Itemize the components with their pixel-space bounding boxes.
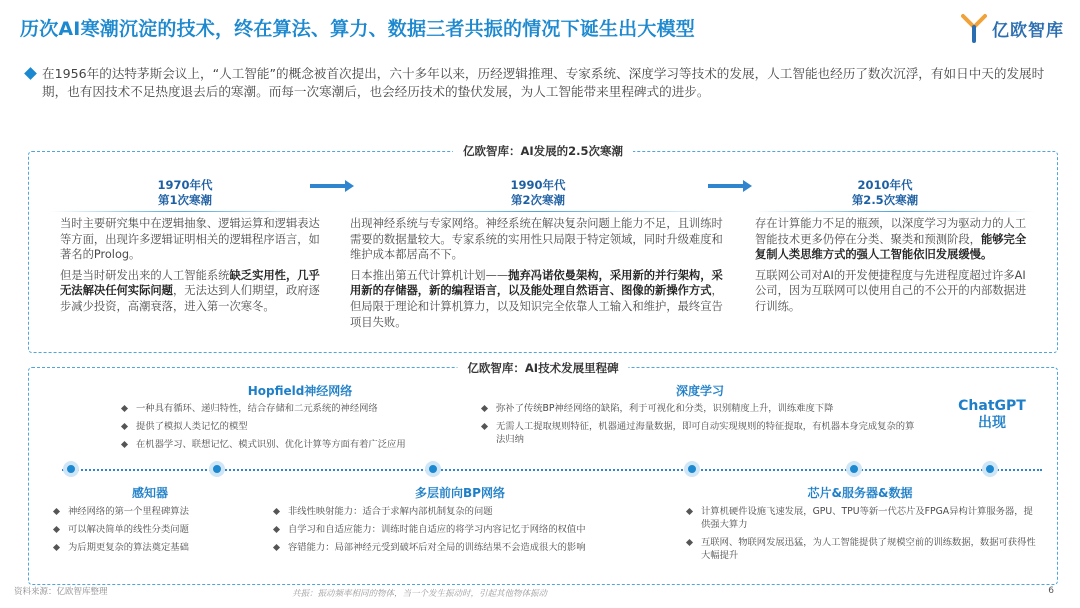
arrow-right-icon (310, 184, 346, 188)
milestone-deep-learning-title: 深度学习 (675, 384, 724, 398)
milestone-bullet-item: 在机器学习、联想记忆、模式识别、优化计算等方面有着广泛应用 (118, 438, 478, 451)
milestone-bp-network-title: 多层前向BP网络 (415, 486, 505, 500)
era-2-year: 1990年代 (510, 178, 566, 192)
era-paragraph: 出现神经系统与专家网络。神经系统在解决复杂问题上能力不足，且训练时需要的数据量较大。专家系统的实用性只局限于特定领域，同时升级难度和维护成本都居高不下。 (350, 217, 723, 262)
era-3-divider (755, 211, 1035, 212)
timeline-dot (684, 461, 700, 477)
era-paragraph: 但是当时研发出来的人工智能系统缺乏实用性，几乎无法解决任何实际问题，无法达到人们期望，政府逐步减少投资，高潮衰落，进入第一次寒冬。 (60, 268, 320, 313)
milestone-bullet-item: 互联网、物联网发展迅猛，为人工智能提供了规模空前的训练数据，数据可获得性大幅提升 (683, 536, 1041, 562)
ai-winters-title: 亿欧智库：AI发展的2.5次寒潮 (453, 143, 633, 159)
era-paragraph: 互联网公司对AI的开发便捷程度与先进程度超过许多AI公司，因为互联网可以使用自己的不公开的内部数据进行训练。 (755, 268, 1027, 313)
milestone-compute-data-list (683, 505, 1041, 567)
brand-logo (961, 12, 1064, 44)
era-3-description (755, 216, 1035, 320)
milestone-bp-network-list (270, 505, 670, 559)
era-1-heading (110, 178, 260, 208)
milestone-bullet-item: 无需人工提取规则特征，机器通过海量数据，即可自动实现规则的特征提取，有机器本身完成复杂的算法归纳 (478, 420, 918, 446)
chatgpt-label: ChatGPT (958, 398, 1026, 414)
era-3-year: 2010年代 (857, 178, 913, 192)
era-2-divider (348, 211, 728, 212)
diamond-bullet-icon (24, 67, 37, 80)
era-1-year: 1970年代 (157, 178, 213, 192)
milestone-compute-data-title: 芯片&服务器&数据 (807, 486, 913, 500)
timeline-dot (209, 461, 225, 477)
milestone-bullet-item: 容错能力：局部神经元受到破坏后对全局的训练结果不会造成很大的影响 (270, 541, 670, 554)
page-title: 历次AI寒潮沉淀的技术，终在算法、算力、数据三者共振的情况下诞生出大模型 (20, 18, 695, 40)
era-3-name: 第2.5次寒潮 (851, 193, 919, 207)
chatgpt-milestone (952, 398, 1032, 432)
milestone-bullet-item: 为后期更复杂的算法奠定基础 (50, 541, 280, 554)
milestone-bullet-item: 一种具有循环、递归特性，结合存储和二元系统的神经网络 (118, 402, 478, 415)
arrow-right-icon (708, 184, 744, 188)
milestones-title: 亿欧智库：AI技术发展里程碑 (457, 360, 628, 376)
intro-text: 在1956年的达特茅斯会议上，“人工智能”的概念被首次提出，六十多年以来，历经逻辑推理、专家系统、深度学习等技术的发展，人工智能也经历了数次沉浮，有如日中天的发展时期，也有因技术不足热度退去后的寒潮。而每一次寒潮后，也会经历技术的蛰伏发展，为人工智能带来里程碑式的进步。 (42, 66, 1045, 99)
milestone-hopfield-list (118, 402, 478, 456)
era-2-heading (463, 178, 613, 208)
milestone-bullet-item: 自学习和自适应能力：训练时能自适应的将学习内容记忆于网络的权值中 (270, 523, 670, 536)
logo-icon (961, 13, 987, 43)
chatgpt-sublabel: 出现 (978, 415, 1006, 431)
milestone-bullet-item: 计算机硬件设施飞速发展，GPU、TPU等新一代芯片及FPGA异构计算服务器，提供强大算力 (683, 505, 1041, 531)
timeline-dot (63, 461, 79, 477)
milestone-hopfield-title: Hopfield神经网络 (247, 384, 353, 398)
milestone-deep-learning-list (478, 402, 918, 451)
era-2-description (350, 216, 730, 335)
logo-text: 亿欧智库 (992, 20, 1064, 41)
milestone-bullet-item: 非线性映射能力：适合于求解内部机制复杂的问题 (270, 505, 670, 518)
milestone-bullet-item: 神经网络的第一个里程碑算法 (50, 505, 280, 518)
milestone-bullet-item: 可以解决简单的线性分类问题 (50, 523, 280, 536)
timeline-dot (425, 461, 441, 477)
milestone-bullet-item: 弥补了传统BP神经网络的缺陷，利于可视化和分类，识别精度上升，训练难度下降 (478, 402, 918, 415)
era-1-divider (50, 211, 320, 212)
milestone-bullet-item: 提供了模拟人类记忆的模型 (118, 420, 478, 433)
era-paragraph: 日本推出第五代计算机计划——抛弃冯诺依曼架构，采用新的并行架构，采用新的存储器，新的编程语言，以及能处理自然语言、图像的新操作方式，但局限于理论和计算机算力，以及知识完全依靠人工输入和维护，最终宣告项目失败。 (350, 268, 723, 329)
milestone-perceptron-title: 感知器 (131, 486, 168, 500)
era-1-name: 第1次寒潮 (157, 193, 212, 207)
page-number: 6 (1048, 586, 1054, 596)
era-2-name: 第2次寒潮 (510, 193, 565, 207)
era-paragraph: 当时主要研究集中在逻辑抽象、逻辑运算和逻辑表达等方面，出现许多逻辑证明相关的逻辑程序语言，如著名的Prolog。 (60, 217, 320, 262)
timeline-dot (846, 461, 862, 477)
intro-paragraph (26, 65, 1056, 101)
resonance-footnote: 共振：振动频率相同的物体，当一个发生振动时，引起其他物体振动 (292, 589, 548, 599)
era-1-description (60, 216, 326, 320)
source-note: 资料来源：亿欧智库整理 (14, 587, 108, 597)
era-3-heading (810, 178, 960, 208)
era-paragraph: 存在计算能力不足的瓶颈，以深度学习为驱动力的人工智能技术更多仍停在分类、聚类和预测阶段，能够完全复制人类思维方式的强人工智能依旧发展缓慢。 (755, 217, 1027, 262)
milestone-perceptron-list (50, 505, 280, 559)
timeline-dot (982, 461, 998, 477)
